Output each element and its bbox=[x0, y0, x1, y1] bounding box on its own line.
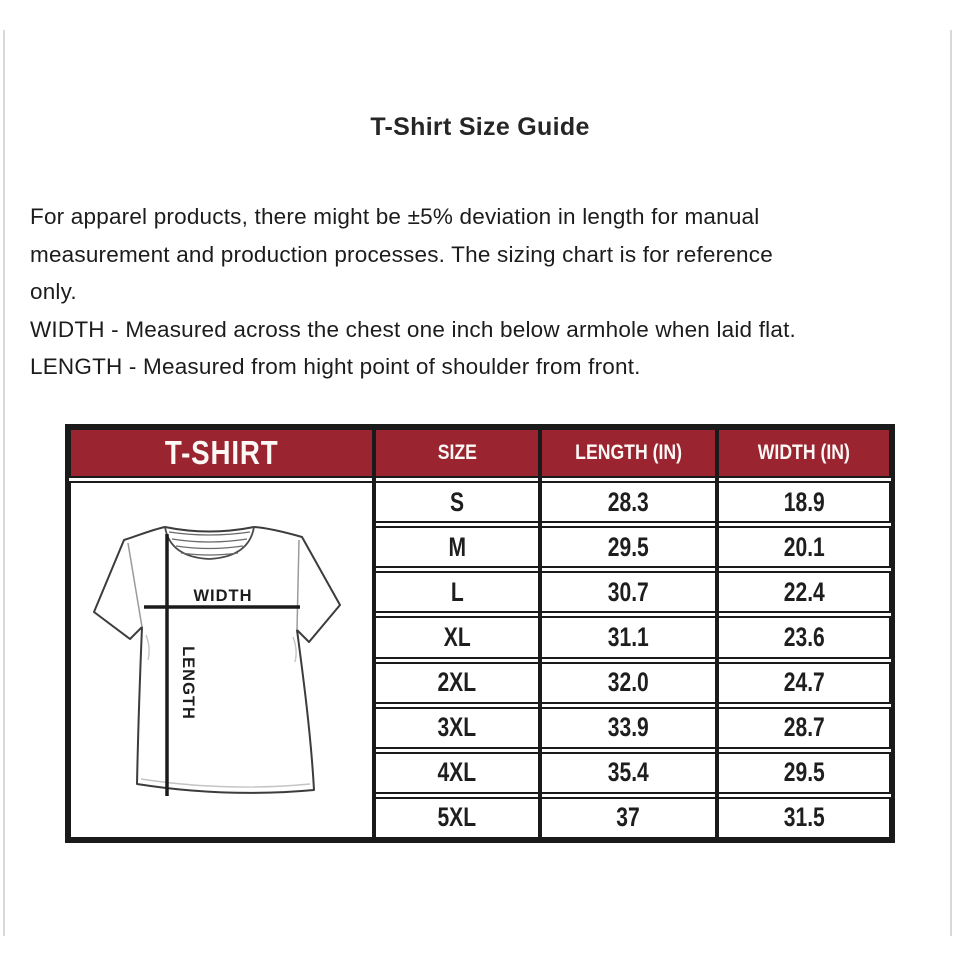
size-value: 4XL bbox=[437, 757, 477, 788]
table-row-length bbox=[540, 707, 717, 749]
table-row-width bbox=[717, 797, 891, 839]
intro-line-length-definition: LENGTH - Measured from hight point of shoulder from front. bbox=[30, 354, 641, 380]
table-row-width bbox=[717, 616, 891, 658]
width-value: 20.1 bbox=[783, 531, 825, 562]
length-value: 33.9 bbox=[608, 712, 649, 743]
length-value: 28.3 bbox=[608, 486, 649, 517]
width-value: 31.5 bbox=[783, 802, 825, 833]
table-row-length bbox=[540, 526, 717, 568]
table-row-length bbox=[540, 616, 717, 658]
length-value: 37 bbox=[616, 802, 641, 833]
size-value: M bbox=[448, 531, 466, 562]
width-value: 23.6 bbox=[783, 621, 825, 652]
tshirt-illustration-cell bbox=[69, 481, 374, 839]
table-row-size bbox=[374, 797, 540, 839]
table-row-width bbox=[717, 481, 891, 523]
table-row-width bbox=[717, 752, 891, 794]
table-row-size bbox=[374, 526, 540, 568]
table-row-length bbox=[540, 571, 717, 613]
column-divider bbox=[372, 428, 376, 839]
width-value: 24.7 bbox=[783, 667, 825, 698]
table-row-size bbox=[374, 707, 540, 749]
width-value: 28.7 bbox=[783, 712, 825, 743]
size-value: 5XL bbox=[437, 802, 477, 833]
length-value: 31.1 bbox=[608, 621, 649, 652]
intro-line-width-definition: WIDTH - Measured across the chest one inch below armhole when laid flat. bbox=[30, 316, 796, 342]
intro-line: only. bbox=[30, 279, 77, 305]
length-value: 30.7 bbox=[608, 576, 649, 607]
header-width-label: WIDTH (IN) bbox=[757, 441, 851, 464]
table-row-size bbox=[374, 571, 540, 613]
table-row-length bbox=[540, 481, 717, 523]
size-value: 2XL bbox=[437, 667, 477, 698]
table-row-length bbox=[540, 797, 717, 839]
intro-line: measurement and production processes. The sizing chart is for reference bbox=[30, 241, 773, 267]
size-value: S bbox=[449, 486, 465, 517]
table-row-size bbox=[374, 662, 540, 704]
column-divider bbox=[715, 428, 719, 839]
tshirt-outline bbox=[94, 527, 340, 793]
table-row-width bbox=[717, 571, 891, 613]
length-value: 29.5 bbox=[608, 531, 649, 562]
table-row-width bbox=[717, 662, 891, 704]
page-title: T-Shirt Size Guide bbox=[370, 113, 590, 141]
header-cell-width bbox=[717, 428, 891, 478]
header-cell-product bbox=[69, 428, 374, 478]
intro-line: For apparel products, there might be ±5% deviation in length for manual bbox=[30, 204, 760, 229]
width-value: 29.5 bbox=[783, 757, 825, 788]
length-value: 32.0 bbox=[608, 667, 649, 698]
header-size-label: SIZE bbox=[437, 441, 477, 464]
size-value: L bbox=[450, 576, 464, 607]
size-value: 3XL bbox=[437, 712, 477, 743]
table-row-size bbox=[374, 481, 540, 523]
table-row-length bbox=[540, 752, 717, 794]
header-product-label: T-SHIRT bbox=[164, 434, 279, 471]
width-value: 22.4 bbox=[783, 576, 825, 607]
tshirt-diagram bbox=[71, 483, 372, 837]
width-value: 18.9 bbox=[783, 486, 825, 517]
table-row-width bbox=[717, 526, 891, 568]
length-value: 35.4 bbox=[608, 757, 649, 788]
page-right-border bbox=[950, 30, 952, 936]
header-cell-size bbox=[374, 428, 540, 478]
width-label: WIDTH bbox=[193, 587, 253, 605]
column-divider bbox=[538, 428, 542, 839]
size-chart-table bbox=[65, 424, 895, 843]
table-row-size bbox=[374, 752, 540, 794]
table-row-width bbox=[717, 707, 891, 749]
header-length-label: LENGTH (IN) bbox=[575, 441, 682, 464]
header-cell-length bbox=[540, 428, 717, 478]
table-row-size bbox=[374, 616, 540, 658]
page-left-border bbox=[3, 30, 5, 936]
intro-text bbox=[30, 198, 930, 386]
length-label: LENGTH bbox=[179, 646, 197, 720]
size-value: XL bbox=[443, 621, 471, 652]
table-row-length bbox=[540, 662, 717, 704]
